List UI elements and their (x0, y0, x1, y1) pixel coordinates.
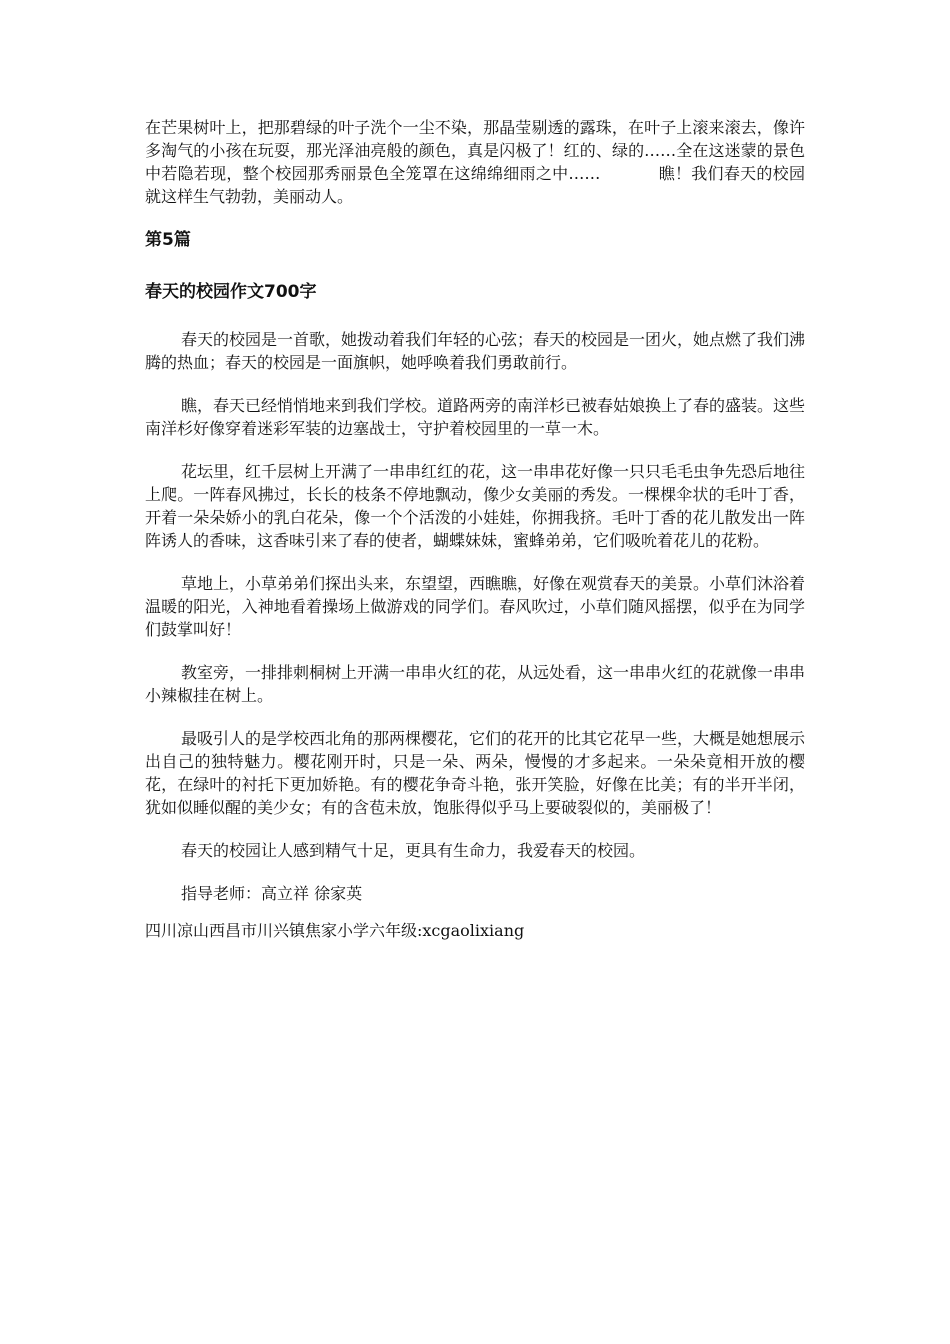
paragraph-6: 最吸引人的是学校西北角的那两棵樱花，它们的花开的比其它花早一些，大概是她想展示出自己的独特魅力。樱花刚开时，只是一朵、两朵，慢慢的才多起来。一朵朵竟相开放的樱花，在绿叶的衬托下更加娇艳。有的樱花争奇斗艳，张开笑脸，好像在比美；有的半开半闭，犹如似睡似醒的美少女；有的含苞未放，饱胀得似乎马上要破裂似的，美丽极了！ (145, 729, 806, 817)
paragraph-4: 草地上，小草弟弟们探出头来，东望望，西瞧瞧，好像在观赏春天的美景。小草们沐浴着温暖的阳光，入神地看着操场上做游戏的同学们。春风吹过，小草们随风摇摆，似乎在为同学们鼓掌叫好！ (145, 574, 806, 639)
document-content (145, 116, 805, 942)
paragraph-2: 瞧，春天已经悄悄地来到我们学校。道路两旁的南洋杉已被春姑娘换上了春的盛装。这些南洋杉好像穿着迷彩军装的边塞战士，守护着校园里的一草一木。 (145, 396, 806, 438)
paragraph-5: 教室旁，一排排刺桐树上开满一串串火红的花，从远处看，这一串串火红的花就像一串串小辣椒挂在树上。 (145, 663, 806, 705)
section-number: 第5篇 (145, 230, 191, 250)
paragraph-1: 春天的校园是一首歌，她拨动着我们年轻的心弦；春天的校园是一团火，她点燃了我们沸腾的热血；春天的校园是一面旗帜，她呼唤着我们勇敢前行。 (145, 330, 806, 372)
intro-paragraph (145, 116, 805, 208)
essay-title: 春天的校园作文700字 (145, 282, 317, 302)
paragraph-3: 花坛里，红千层树上开满了一串串红红的花，这一串串花好像一只只毛毛虫争先恐后地往上爬。一阵春风拂过，长长的枝条不停地飘动，像少女美丽的秀发。一棵棵伞状的毛叶丁香，开着一朵朵娇小的乳白花朵，像一个个活泼的小娃娃，你拥我挤。毛叶丁香的花儿散发出一阵阵诱人的香味，这香味引来了春的使者，蝴蝶妹妹，蜜蜂弟弟，它们吸吮着花儿的花粉。 (145, 462, 806, 550)
intro-text: 在芒果树叶上，把那碧绿的叶子洗个一尘不染，那晶莹剔透的露珠，在叶子上滚来滚去，像许多淘气的小孩在玩耍，那光泽油亮般的颜色，真是闪极了！红的、绿的……全在这迷蒙的景色中若隐若现，整个校园那秀丽景色全笼罩在这绵绵细雨之中…… (145, 118, 805, 183)
school-line: 四川凉山西昌市川兴镇焦家小学六年级:xcgaolixiang (145, 921, 525, 940)
paragraph-7: 春天的校园让人感到精气十足，更具有生命力，我爱春天的校园。 (181, 841, 646, 860)
intro-conclusion: 瞧！我们春天的校园就这样生气勃勃，美丽动人。 (145, 164, 805, 206)
teacher-signature: 指导老师：高立祥 徐家英 (181, 884, 363, 903)
